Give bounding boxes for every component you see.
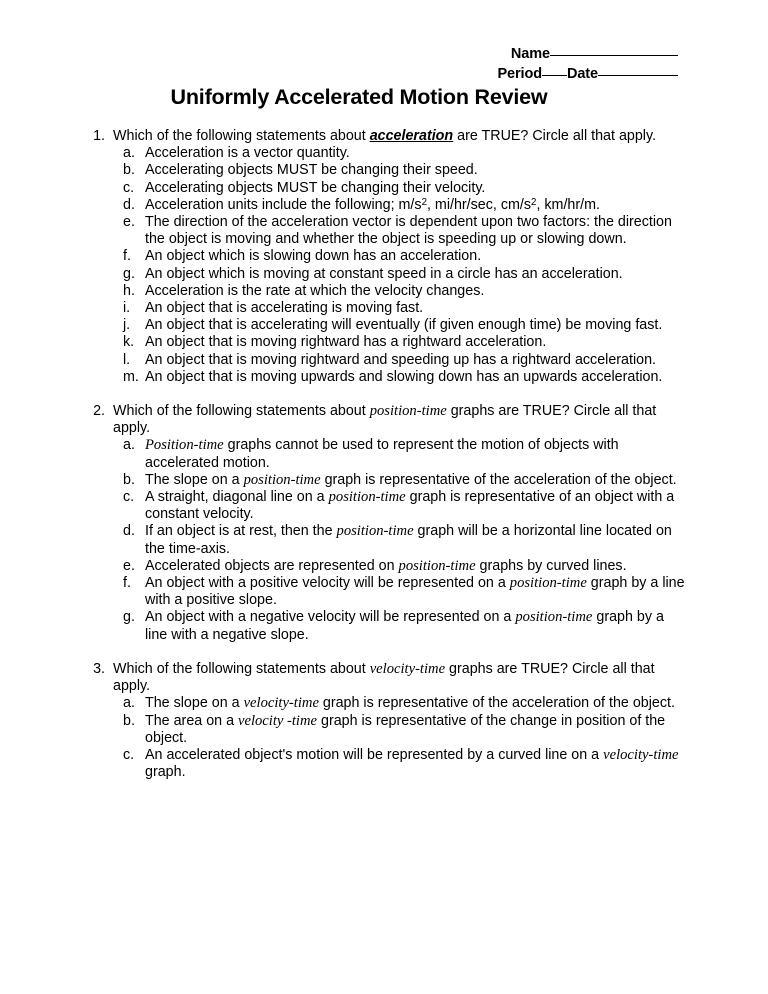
question-prompt-text: Which of the following statements about acceleration are TRUE? Circle all that apply. [113, 128, 657, 144]
answer-choice-letter: c. [123, 746, 135, 763]
answer-choice[interactable] [85, 317, 685, 334]
answer-choice-letter: j. [123, 317, 131, 334]
answer-choice-letter: i. [123, 300, 131, 317]
answer-choice-text: An object with a negative velocity will be represented on a position-time graph by a line with a negative slope. [145, 609, 664, 643]
answer-choice-letter: d. [123, 196, 135, 213]
answer-choice-letter: b. [123, 162, 135, 179]
answer-choice[interactable] [85, 283, 685, 300]
answer-choice-letter: b. [123, 712, 135, 729]
answer-choice-letter: c. [123, 179, 135, 196]
period-label: Period [497, 66, 542, 82]
answer-choice[interactable] [85, 489, 685, 523]
answer-choice[interactable] [85, 472, 685, 489]
answer-choice[interactable] [85, 180, 685, 197]
answer-choice-letter: k. [123, 334, 135, 351]
answer-choice[interactable] [85, 523, 685, 557]
answer-choice-text: An object that is moving upwards and slowing down has an upwards acceleration. [145, 368, 663, 385]
answer-choice[interactable] [85, 197, 685, 214]
answer-choice-letter: a. [123, 695, 135, 712]
answer-choice[interactable] [85, 609, 685, 643]
answer-choice-letter: g. [123, 609, 135, 626]
question-block [85, 128, 685, 386]
answer-choice-text: Acceleration units include the following; $m/s^2$, mi/hr/sec, $cm/s^2$, km/hr/m. [145, 196, 600, 213]
answer-choice-text: Acceleration is a vector quantity. [145, 145, 350, 162]
answer-choice-list [85, 437, 685, 643]
answer-choice[interactable] [85, 713, 685, 747]
answer-choice-text: The slope on a velocity-time graph is representative of the acceleration of the object. [145, 695, 675, 712]
question-prompt [85, 128, 685, 145]
answer-choice-text: Accelerating objects MUST be changing their speed. [145, 162, 478, 179]
answer-choice-text: An object that is accelerating is moving fast. [145, 300, 424, 317]
date-label: Date [566, 66, 598, 82]
answer-choice-text: Acceleration is the rate at which the velocity changes. [145, 282, 485, 299]
question-number: 2. [93, 403, 105, 420]
question-prompt [85, 661, 685, 695]
answer-choice-letter: f. [123, 248, 131, 265]
answer-choice-letter: c. [123, 489, 135, 506]
question-prompt-text: Which of the following statements about position-time graphs are TRUE? Circle all that apply. [113, 403, 657, 437]
answer-choice-text: An object with a positive velocity will be represented on a position-time graph by a line with a positive slope. [145, 575, 685, 609]
date-write-in-rule[interactable] [598, 75, 678, 76]
answer-choice-text: If an object is at rest, then the position-time graph will be a horizontal line located on the time-axis. [145, 523, 672, 557]
answer-choice-letter: e. [123, 214, 135, 231]
answer-choice-text: Accelerated objects are represented on position-time graphs by curved lines. [145, 557, 627, 574]
answer-choice-text: The direction of the acceleration vector is dependent upon two factors: the direction the object is moving and whether the object is speeding up or slowing down. [145, 214, 672, 248]
question-number: 1. [93, 128, 105, 144]
answer-choice-text: An object which is slowing down has an acceleration. [145, 248, 482, 265]
answer-choice[interactable] [85, 300, 685, 317]
question-prompt [85, 403, 685, 437]
answer-choice[interactable] [85, 575, 685, 609]
answer-choice[interactable] [85, 266, 685, 283]
page-title: Uniformly Accelerated Motion Review [170, 85, 548, 109]
answer-choice-text: Accelerating objects MUST be changing their velocity. [145, 179, 486, 196]
answer-choice-letter: l. [123, 351, 131, 368]
answer-choice[interactable] [85, 558, 685, 575]
name-field-line [0, 44, 678, 64]
answer-choice[interactable] [85, 352, 685, 369]
student-info-header [0, 44, 768, 84]
answer-choice-text: The slope on a position-time graph is representative of the acceleration of the object. [145, 471, 677, 488]
answer-choice[interactable] [85, 214, 685, 248]
answer-choice-text: Position-time graphs cannot be used to represent the motion of objects with accelerated motion. [145, 437, 619, 471]
answer-choice-list [85, 695, 685, 781]
question-number: 3. [93, 660, 105, 677]
answer-choice[interactable] [85, 747, 685, 781]
answer-choice-letter: a. [123, 437, 135, 454]
question-block [85, 403, 685, 644]
answer-choice-text: An object that is moving rightward and speeding up has a rightward acceleration. [145, 351, 657, 368]
answer-choice[interactable] [85, 145, 685, 162]
answer-choice-text: An object that is moving rightward has a rightward acceleration. [145, 334, 547, 351]
questions-container [85, 128, 685, 798]
answer-choice-letter: f. [123, 575, 131, 592]
period-write-in-rule[interactable] [542, 75, 567, 76]
answer-choice[interactable] [85, 369, 685, 386]
answer-choice[interactable] [85, 437, 685, 471]
name-write-in-rule[interactable] [550, 55, 678, 56]
answer-choice-letter: h. [123, 282, 135, 299]
answer-choice-text: An object which is moving at constant speed in a circle has an acceleration. [145, 265, 623, 282]
question-block [85, 661, 685, 781]
name-label: Name [510, 46, 550, 62]
answer-choice-text: The area on a velocity -time graph is representative of the change in position of the object. [145, 712, 666, 746]
answer-choice[interactable] [85, 695, 685, 712]
answer-choice-text: An accelerated object's motion will be represented by a curved line on a velocity-time graph. [145, 746, 679, 781]
answer-choice[interactable] [85, 162, 685, 179]
answer-choice-letter: e. [123, 557, 135, 574]
answer-choice-text: An object that is accelerating will eventually (if given enough time) be moving fast. [145, 317, 663, 334]
answer-choice-letter: m. [123, 368, 139, 385]
answer-choice[interactable] [85, 248, 685, 265]
answer-choice[interactable] [85, 334, 685, 351]
question-prompt-text: Which of the following statements about velocity-time graphs are TRUE? Circle all that apply. [113, 660, 655, 695]
answer-choice-list [85, 145, 685, 386]
answer-choice-letter: b. [123, 471, 135, 488]
period-date-field-line [0, 64, 678, 84]
answer-choice-letter: g. [123, 265, 135, 282]
answer-choice-letter: a. [123, 145, 135, 162]
answer-choice-text: A straight, diagonal line on a position-time graph is representative of an object with a constant velocity. [145, 489, 675, 523]
answer-choice-letter: d. [123, 523, 135, 540]
